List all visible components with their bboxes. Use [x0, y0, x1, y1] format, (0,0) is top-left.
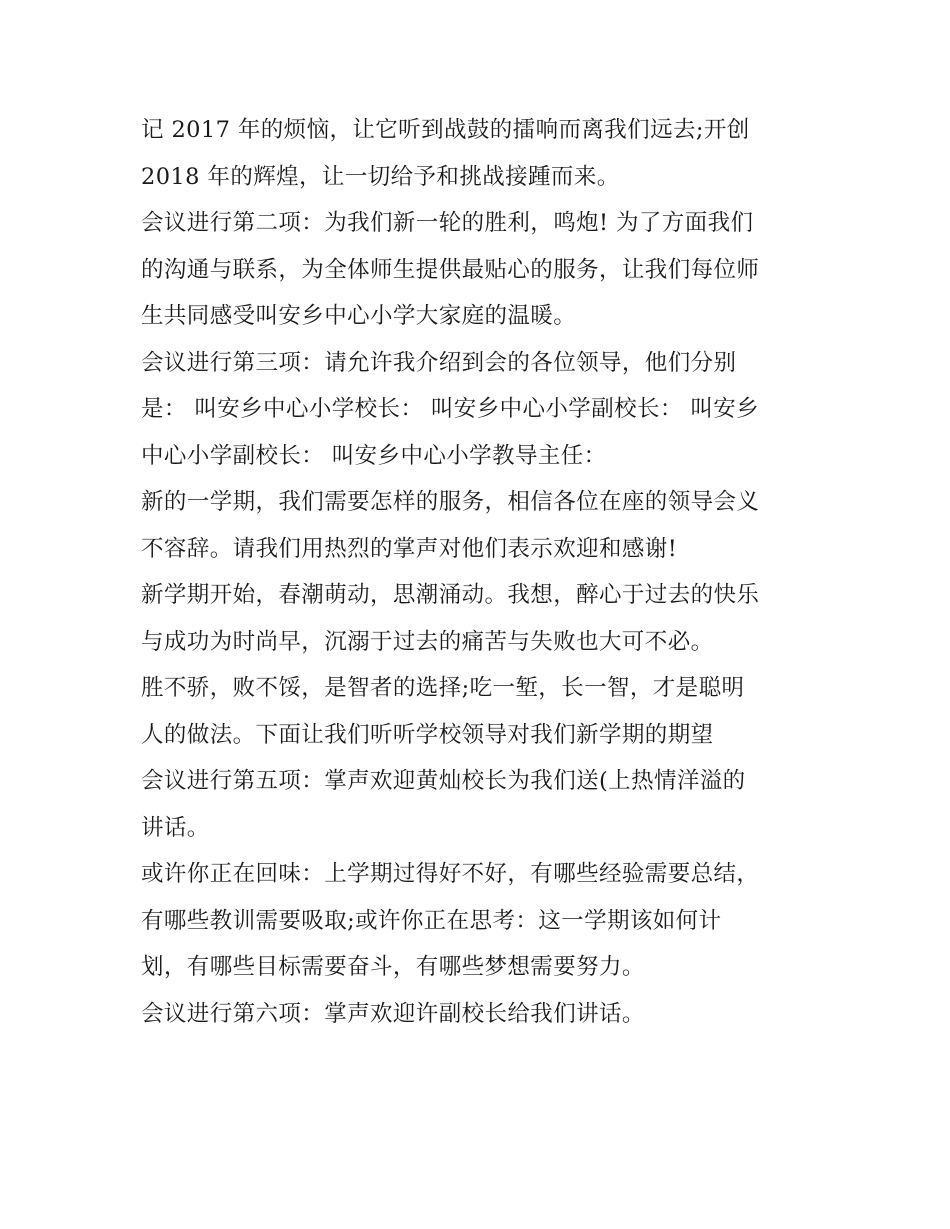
text-line: 会议进行第五项：掌声欢迎黄灿校长为我们送(上热情洋溢的 — [141, 768, 746, 794]
text-line: 讲话。 — [141, 814, 210, 841]
text-line: 有哪些教训需要吸取;或许你正在思考：这一学期该如何计 — [141, 907, 722, 934]
text-line: 2018 年的辉煌，让一切给予和挑战接踵而来。 — [141, 163, 620, 190]
text-line: 会议进行第三项：请允许我介绍到会的各位领导，他们分别 — [141, 349, 737, 376]
text-line: 胜不骄，败不馁，是智者的选择;吃一堑，长一智，才是聪明 — [141, 675, 745, 701]
text-line: 记 2017 年的烦恼，让它听到战鼓的擂响而离我们远去;开创 — [141, 117, 750, 143]
text-line: 的沟通与联系，为全体师生提供最贴心的服务，让我们每位师 — [141, 256, 760, 283]
text-line: 划，有哪些目标需要奋斗，有哪些梦想需要努力。 — [141, 954, 645, 980]
text-line: 是： 叫安乡中心小学校长： 叫安乡中心小学副校长： 叫安乡 — [141, 396, 760, 422]
text-line: 新的一学期，我们需要怎样的服务，相信各位在座的领导会义 — [141, 489, 760, 515]
text-line: 会议进行第六项：掌声欢迎许副校长给我们讲话。 — [141, 1000, 645, 1027]
text-line: 会议进行第二项：为我们新一轮的胜利，鸣炮! 为了方面我们 — [141, 210, 754, 236]
text-line: 不容辞。请我们用热烈的掌声对他们表示欢迎和感谢! — [141, 535, 678, 562]
text-line: 新学期开始，春潮萌动，思潮涌动。我想，醉心于过去的快乐 — [141, 582, 760, 608]
text-line: 生共同感受叫安乡中心小学大家庭的温暖。 — [141, 303, 577, 329]
text-line: 与成功为时尚早，沉溺于过去的痛苦与失败也大可不必。 — [141, 628, 714, 655]
document-body — [141, 107, 821, 1037]
text-line: 或许你正在回味：上学期过得好不好，有哪些经验需要总结， — [141, 861, 760, 887]
text-line: 人的做法。下面让我们听听学校领导对我们新学期的期望 — [141, 721, 714, 748]
text-line: 中心小学副校长： 叫安乡中心小学教导主任： — [141, 442, 607, 469]
